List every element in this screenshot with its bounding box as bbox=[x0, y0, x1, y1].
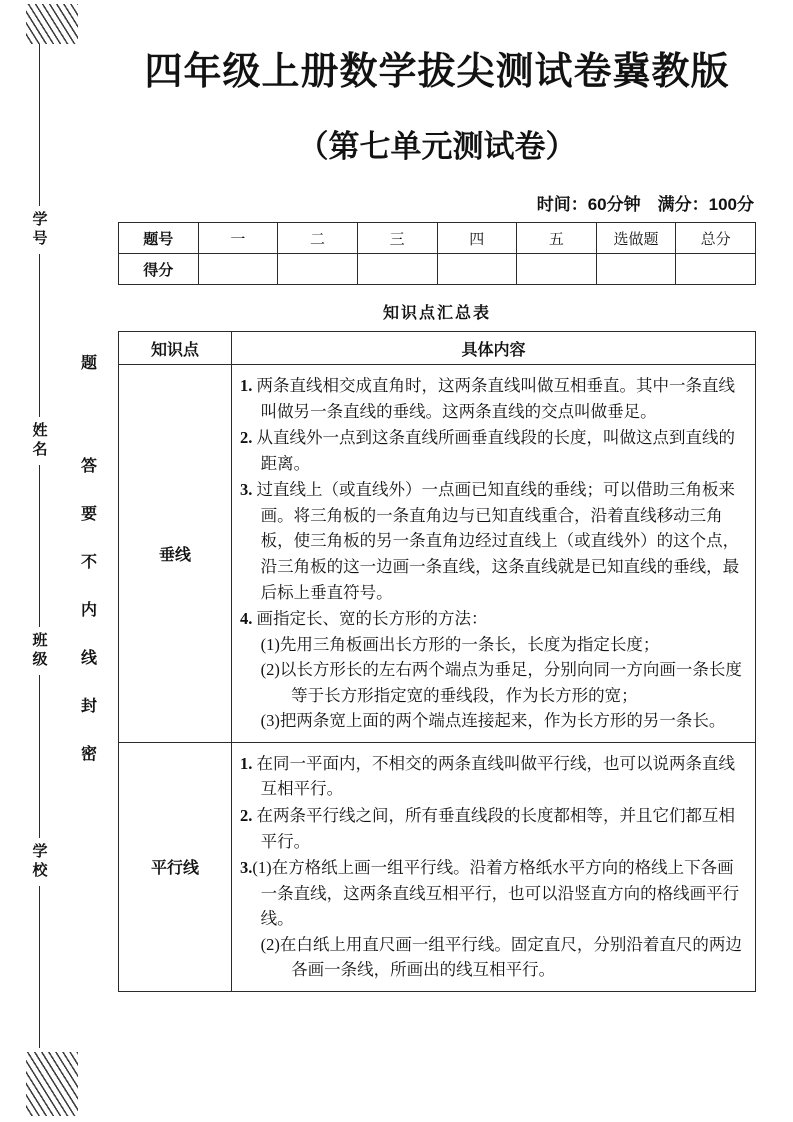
score-table bbox=[118, 222, 756, 285]
binding-hatch-bottom-icon bbox=[26, 1052, 78, 1116]
seal-rail bbox=[18, 0, 118, 1122]
seal-text-char: 线 bbox=[80, 650, 97, 667]
knowledge-item-number: 1. bbox=[240, 753, 253, 773]
knowledge-topic-cell: 垂线 bbox=[119, 365, 232, 743]
knowledge-item: 2. 在两条平行线之间，所有垂直线段的长度都相等，并且它们都互相平行。 bbox=[240, 806, 735, 851]
score-table-section-cell: 总分 bbox=[676, 223, 756, 254]
knowledge-item: 3.(1)在方格纸上画一组平行线。沿着方格纸水平方向的格线上下各画一条直线，这两条直线互相平行，也可以沿竖直方向的格线画平行线。 (2)在白纸上用直尺画一组平行线。固定直尺，分别沿着直尺的两边各画一条线，所画出的线互相平行。 bbox=[240, 855, 745, 983]
seal-text bbox=[76, 350, 102, 764]
seal-field-label: 姓名 bbox=[30, 421, 48, 460]
score-header-row bbox=[119, 223, 756, 254]
seal-field-label: 班级 bbox=[30, 632, 48, 671]
score-blank-cell bbox=[278, 254, 358, 285]
seal-fill-line bbox=[39, 886, 40, 1048]
paper-title: 四年级上册数学拔尖测试卷冀教版 bbox=[144, 51, 730, 93]
main-content bbox=[118, 0, 756, 992]
score-blank-cell bbox=[517, 254, 597, 285]
score-table-section-cell: 选做题 bbox=[596, 223, 676, 254]
knowledge-item-number: 2. bbox=[240, 428, 253, 448]
knowledge-item: 2. 从直线外一点到这条直线所画垂直线段的长度，叫做这点到直线的距离。 bbox=[240, 428, 735, 473]
seal-fill-line bbox=[39, 254, 40, 416]
score-table-label-cell: 题号 bbox=[119, 223, 199, 254]
knowledge-item-number: 3. bbox=[240, 858, 253, 878]
knowledge-table bbox=[118, 331, 756, 992]
knowledge-row bbox=[119, 365, 756, 743]
score-blank-cell bbox=[676, 254, 756, 285]
knowledge-item-number: 4. bbox=[240, 609, 253, 629]
seal-fill-line bbox=[39, 465, 40, 627]
score-table-section-cell: 五 bbox=[517, 223, 597, 254]
score-table-section-cell: 三 bbox=[357, 223, 437, 254]
seal-text-char: 密 bbox=[80, 746, 97, 763]
knowledge-item: 1. 在同一平面内，不相交的两条直线叫做平行线，也可以说两条直线互相平行。 bbox=[240, 753, 735, 799]
score-blank-cell bbox=[198, 254, 278, 285]
knowledge-row bbox=[119, 742, 756, 991]
knowledge-caption: 知识点汇总表 bbox=[382, 305, 491, 322]
seal-text-char: 不 bbox=[80, 554, 97, 571]
score-blank-cell bbox=[596, 254, 676, 285]
seal-text-char: 要 bbox=[80, 506, 97, 523]
knowledge-subitem: (3)把两条宽上面的两个端点连接起来，作为长方形的另一条长。 bbox=[260, 711, 726, 731]
knowledge-item: 3. 过直线上（或直线外）一点画已知直线的垂线；可以借助三角板来画。将三角板的一条直角边与已知直线重合，沿着直线移动三角板，使三角板的另一条直角边经过直线上（或直线外）的这个点，沿三角板的这一边画一条直线，这条直线就是已知直线的垂线，最后标上垂直符号。 bbox=[240, 480, 740, 602]
seal-fill-line bbox=[39, 44, 40, 206]
seal-field-label: 学号 bbox=[30, 211, 48, 250]
score-value-row bbox=[119, 254, 756, 285]
knowledge-header-row bbox=[119, 332, 756, 365]
knowledge-subitem: (2)以长方形长的左右两个端点为垂足，分别向同一方向画一条长度等于长方形指定宽的垂线段，作为长方形的宽； bbox=[260, 660, 742, 705]
knowledge-item-number: 3. bbox=[240, 480, 253, 500]
binding-hatch-top-icon bbox=[26, 4, 78, 44]
knowledge-subitem: (1)先用三角板画出长方形的一条长，长度为指定长度； bbox=[260, 634, 660, 654]
seal-text-char: 答 bbox=[80, 458, 97, 475]
knowledge-content-cell bbox=[232, 365, 756, 743]
seal-fill-line bbox=[39, 675, 40, 837]
seal-field-label: 学校 bbox=[30, 842, 48, 881]
score-table-label-cell: 得分 bbox=[119, 254, 199, 285]
score-blank-cell bbox=[357, 254, 437, 285]
seal-text-char: 封 bbox=[80, 698, 97, 715]
seal-text-char: 内 bbox=[80, 602, 97, 619]
time-score-info: 时间：60分钟 满分：100分 bbox=[536, 195, 754, 214]
seal-fields bbox=[26, 44, 52, 1048]
knowledge-content-cell bbox=[232, 742, 756, 991]
score-table-section-cell: 四 bbox=[437, 223, 517, 254]
knowledge-body bbox=[119, 365, 756, 992]
knowledge-item: 1. 两条直线相交成直角时，这两条直线叫做互相垂直。其中一条直线叫做另一条直线的垂线。这两条直线的交点叫做垂足。 bbox=[240, 376, 735, 421]
knowledge-topic-cell: 平行线 bbox=[119, 742, 232, 991]
knowledge-item-number: 2. bbox=[240, 806, 253, 825]
paper-subtitle: （第七单元测试卷） bbox=[297, 129, 577, 164]
knowledge-col-header-content: 具体内容 bbox=[232, 332, 756, 365]
score-table-section-cell: 一 bbox=[198, 223, 278, 254]
knowledge-col-header-topic: 知识点 bbox=[119, 332, 232, 365]
knowledge-item-number: 1. bbox=[240, 376, 253, 395]
knowledge-item: 4. 画指定长、宽的长方形的方法： (1)先用三角板画出长方形的一条长，长度为指定长度； (2)以长方形长的左右两个端点为垂足，分别向同一方向画一条长度等于长方形指定宽的垂线段，作为长方形的宽； (3)把两条宽上面的两个端点连接起来，作为长方形的另一条长。 bbox=[240, 606, 745, 734]
knowledge-subitem: (2)在白纸上用直尺画一组平行线。固定直尺，分别沿着直尺的两边各画一条线，所画出的线互相平行。 bbox=[260, 934, 742, 980]
score-blank-cell bbox=[437, 254, 517, 285]
score-table-section-cell: 二 bbox=[278, 223, 358, 254]
seal-text-char: 题 bbox=[80, 355, 97, 372]
